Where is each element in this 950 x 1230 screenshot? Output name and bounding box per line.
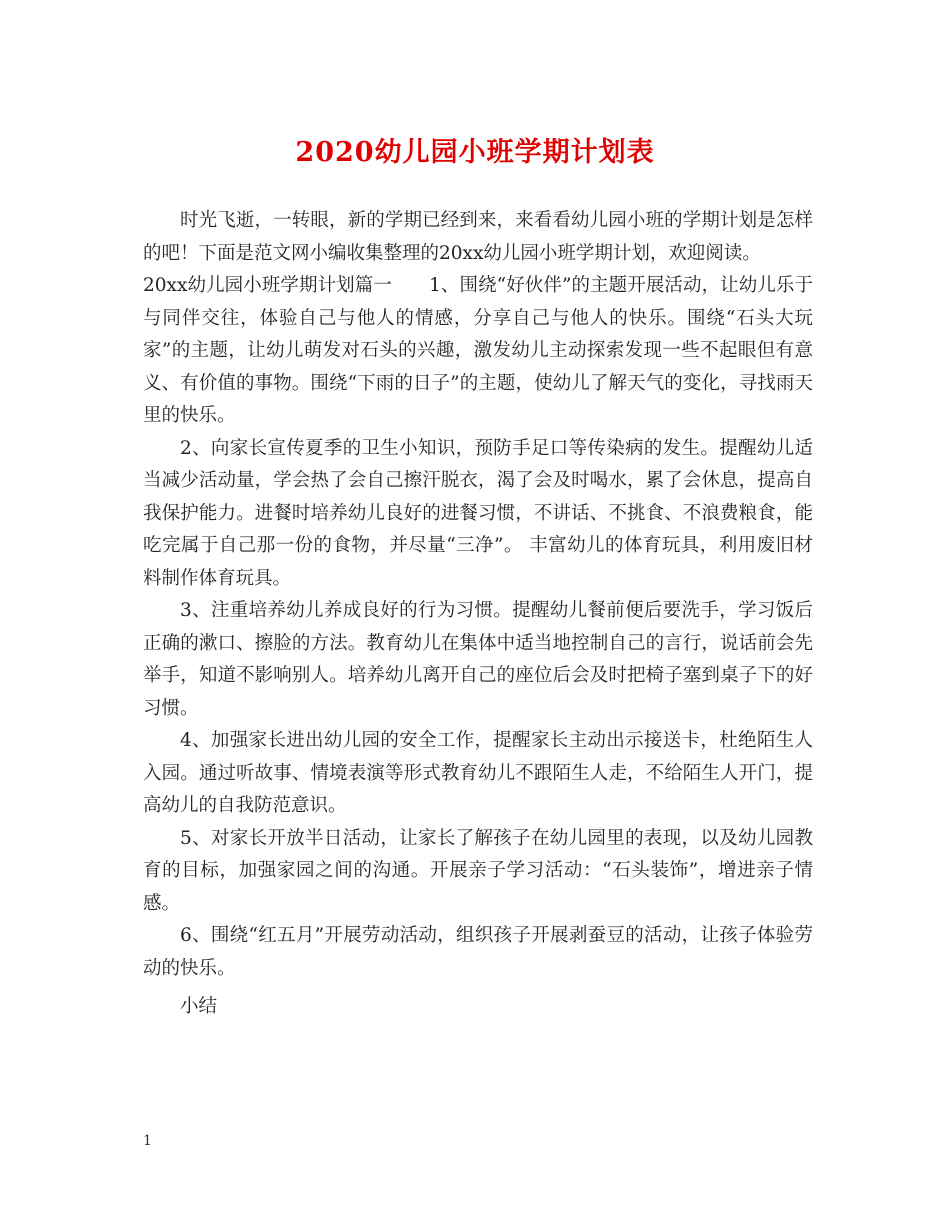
paragraph-plan-1: 20xx幼儿园小班学期计划篇一 1、围绕“好伙伴”的主题开展活动，让幼儿乐于与同伴交往，体验自己与他人的情感，分享自己与他人的快乐。围绕“石头大玩家”的主题，让幼儿萌发对石头的兴趣，激发幼儿主动探索发现一些不起眼但有意义、有价值的事物。围绕“下雨的日子”的主题，使幼儿了解天气的变化，寻找雨天里的快乐。: [143, 275, 813, 426]
paragraph-plan-6: 6、围绕“红五月”开展劳动活动，组织孩子开展剥蚕豆的活动，让孩子体验劳动的快乐。: [143, 925, 813, 979]
document-body: [143, 205, 813, 1024]
paragraph-summary: 小结: [180, 996, 218, 1017]
document-title: 2020幼儿园小班学期计划表: [295, 137, 655, 168]
page-number: 1: [143, 1133, 152, 1149]
paragraph-plan-5: 5、对家长开放半日活动，让家长了解孩子在幼儿园里的表现，以及幼儿园教育的目标，加强家园之间的沟通。开展亲子学习活动：“石头装饰”，增进亲子情感。: [143, 827, 813, 914]
paragraph-plan-4: 4、加强家长进出幼儿园的安全工作，提醒家长主动出示接送卡，杜绝陌生人入园。通过听故事、情境表演等形式教育幼儿不跟陌生人走，不给陌生人开门，提高幼儿的自我防范意识。: [143, 730, 813, 816]
paragraph-intro: 时光飞逝，一转眼，新的学期已经到来，来看看幼儿园小班的学期计划是怎样的吧！下面是范文网小编收集整理的20xx幼儿园小班学期计划，欢迎阅读。: [143, 210, 813, 264]
paragraph-plan-3: 3、注重培养幼儿养成良好的行为习惯。提醒幼儿餐前便后要洗手，学习饭后正确的漱口、擦脸的方法。教育幼儿在集体中适当地控制自己的言行，说话前会先举手，知道不影响别人。培养幼儿离开自己的座位后会及时把椅子塞到桌子下的好习惯。: [143, 600, 813, 719]
paragraph-plan-2: 2、向家长宣传夏季的卫生小知识，预防手足口等传染病的发生。提醒幼儿适当减少活动量，学会热了会自己擦汗脱衣，渴了会及时喝水，累了会休息，提高自我保护能力。进餐时培养幼儿良好的进餐习惯，不讲话、不挑食、不浪费粮食，能吃完属于自己那一份的食物，并尽量“三净”。 丰富幼儿的体育玩具，利用废旧材料制作体育玩具。: [143, 437, 813, 589]
